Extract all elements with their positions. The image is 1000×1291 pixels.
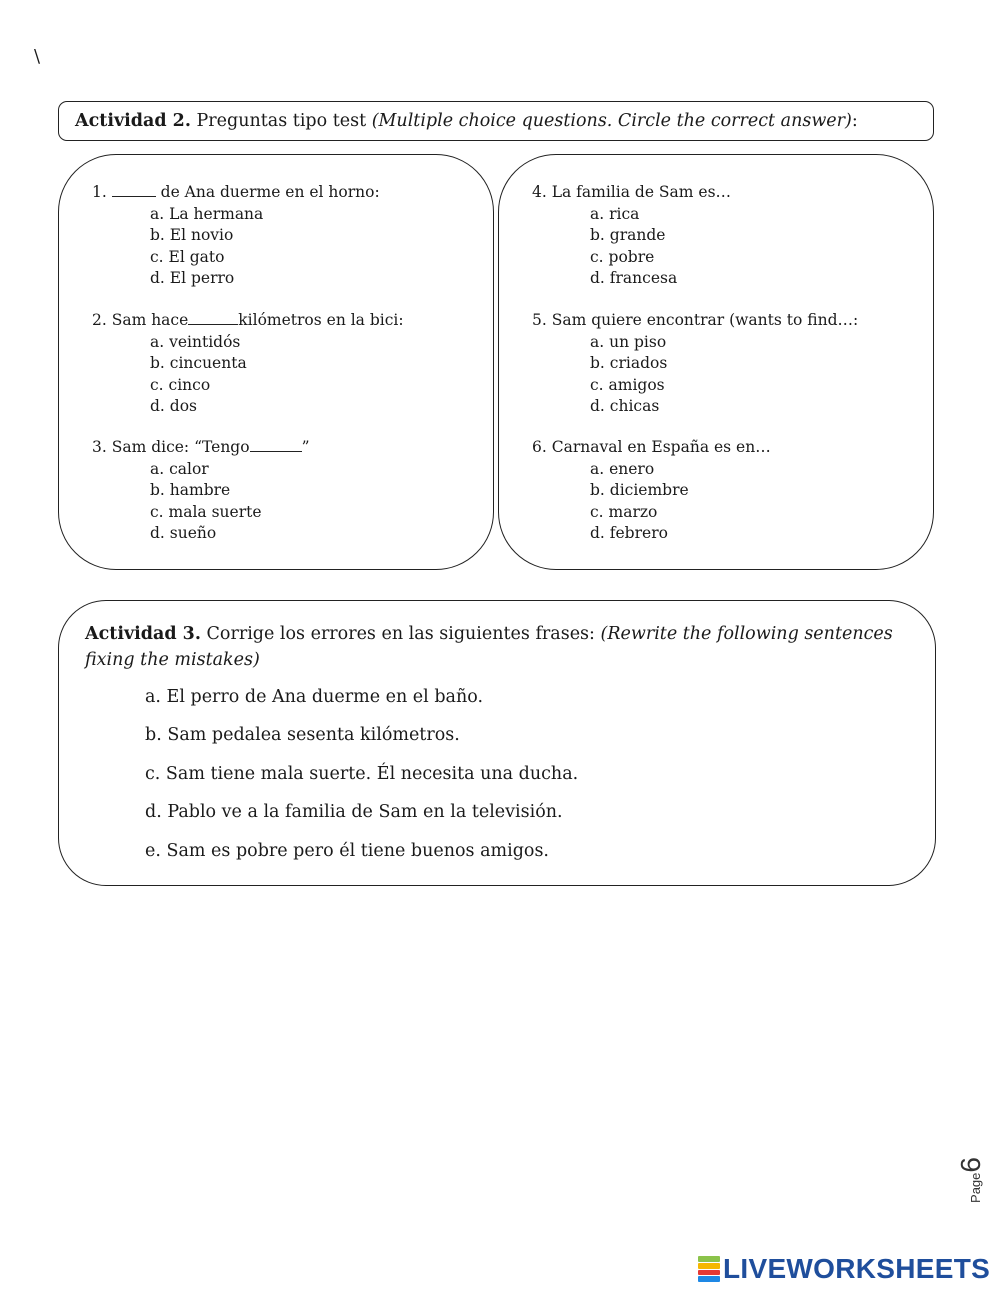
question-stem — [532, 310, 858, 332]
answer-option[interactable]: b. hambre — [150, 481, 231, 499]
answer-option[interactable]: a. rica — [590, 204, 640, 223]
question-stem-text: 3. Sam dice: “Tengo — [92, 438, 250, 456]
answer-option[interactable]: a. un piso — [590, 332, 667, 351]
answer-option[interactable]: c. cinco — [150, 375, 211, 394]
answer-option[interactable]: c. El gato — [150, 247, 225, 266]
answer-option[interactable]: b. grande — [590, 226, 666, 244]
question-3 — [92, 437, 310, 545]
question-stem — [92, 310, 404, 332]
question-stem-text: 6. Carnaval en España es en… — [532, 438, 771, 456]
answer-option[interactable]: c. amigos — [590, 375, 665, 394]
activity3-title — [85, 621, 905, 673]
activity3-box — [58, 600, 936, 886]
question-stem-end: de Ana duerme en el horno: — [155, 183, 380, 201]
answer-blank[interactable] — [250, 437, 302, 452]
activity2-header — [58, 101, 934, 141]
question-5 — [532, 310, 858, 418]
activity2-title-italic: (Multiple choice questions. Circle the correct answer) — [371, 111, 852, 131]
question-stem-text: 2. Sam hace — [92, 311, 189, 329]
question-stem — [92, 437, 310, 459]
answer-option[interactable]: d. febrero — [590, 524, 668, 542]
page-label — [954, 1150, 990, 1206]
answer-option[interactable]: c. mala suerte — [150, 502, 262, 521]
page-number: 6 — [954, 1157, 986, 1173]
question-6 — [532, 437, 771, 545]
question-stem-end: ” — [301, 438, 310, 456]
activity2-title-plain: Preguntas tipo test — [190, 111, 372, 131]
answer-blank[interactable] — [188, 310, 238, 325]
activity3-title-plain: Corrige los errores en las siguientes frases: — [200, 624, 601, 644]
page-word: Page — [967, 1172, 983, 1203]
answer-option[interactable]: a. enero — [590, 459, 655, 478]
answer-option[interactable]: d. chicas — [590, 397, 660, 415]
question-stem — [92, 182, 380, 204]
question-stem-text: 4. La familia de Sam es… — [532, 183, 732, 201]
answer-option[interactable]: d. dos — [150, 397, 197, 415]
activity3-title-italic: (Rewrite the following sentences fixing the mistakes) — [85, 624, 893, 670]
sentence-b: b. Sam pedalea sesenta kilómetros. — [145, 725, 460, 745]
answer-option[interactable]: a. La hermana — [150, 204, 264, 223]
question-stem — [532, 437, 771, 459]
question-2 — [92, 310, 404, 418]
answer-option[interactable]: d. francesa — [590, 269, 678, 287]
question-stem-text: 1. — [92, 183, 112, 201]
answer-option[interactable]: b. El novio — [150, 226, 234, 244]
question-1 — [92, 182, 380, 290]
sentence-e: e. Sam es pobre pero él tiene buenos amigos. — [145, 841, 549, 861]
question-stem-end: kilómetros en la bici: — [238, 311, 404, 329]
activity2-title-end: : — [851, 111, 858, 131]
question-stem — [532, 182, 731, 204]
corner-mark: \ — [34, 46, 41, 67]
answer-option[interactable]: b. diciembre — [590, 481, 689, 499]
activity3-title-bold: Actividad 3. — [85, 624, 201, 644]
activity2-title-bold: Actividad 2. — [75, 111, 191, 131]
answer-option[interactable]: c. pobre — [590, 247, 655, 266]
answer-option[interactable]: b. criados — [590, 354, 668, 372]
answer-option[interactable]: d. El perro — [150, 269, 235, 287]
logo-mark-icon — [698, 1256, 720, 1282]
answer-option[interactable]: b. cincuenta — [150, 354, 247, 372]
answer-option[interactable]: a. calor — [150, 459, 209, 478]
logo-text: LIVEWORKSHEETS — [723, 1253, 991, 1284]
question-4 — [532, 182, 731, 290]
answer-option[interactable]: c. marzo — [590, 502, 658, 521]
answer-option[interactable]: a. veintidós — [150, 332, 241, 351]
sentence-c: c. Sam tiene mala suerte. Él necesita una ducha. — [145, 764, 579, 784]
sentence-d: d. Pablo ve a la familia de Sam en la televisión. — [145, 802, 563, 822]
answer-option[interactable]: d. sueño — [150, 524, 217, 542]
answer-blank[interactable] — [112, 182, 156, 197]
liveworksheets-logo — [698, 1253, 990, 1285]
sentence-a: a. El perro de Ana duerme en el baño. — [145, 687, 484, 707]
question-stem-text: 5. Sam quiere encontrar (wants to find…: — [532, 311, 859, 329]
